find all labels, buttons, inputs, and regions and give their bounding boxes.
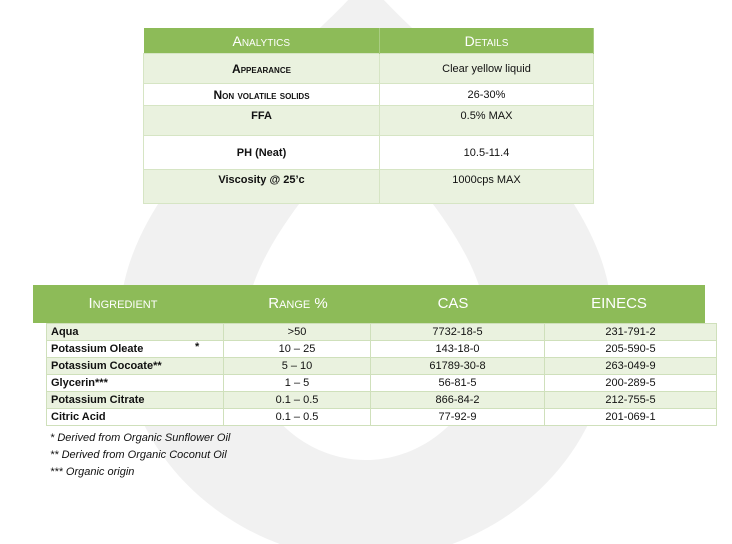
- analytics-row: [144, 106, 594, 136]
- range-header: Range %: [268, 295, 328, 312]
- ingredient-cas: 866-84-2: [371, 392, 545, 409]
- analytics-label: Non volatile solids: [144, 84, 380, 106]
- analytics-header: Analytics: [144, 28, 380, 54]
- ingredient-range: 0.1 – 0.5: [224, 392, 371, 409]
- ingredient-einecs: 263-049-9: [545, 358, 717, 375]
- table-row: [47, 324, 717, 341]
- analytics-table: [143, 28, 594, 204]
- ingredient-einecs: 200-289-5: [545, 375, 717, 392]
- analytics-row: [144, 170, 594, 204]
- ingredient-cas: 77-92-9: [371, 409, 545, 426]
- ingredient-table: [46, 323, 717, 426]
- ingredient-name: Aqua: [47, 324, 224, 341]
- ingredient-einecs: 212-755-5: [545, 392, 717, 409]
- details-header: Details: [380, 28, 594, 54]
- table-row: [47, 358, 717, 375]
- table-row: [47, 341, 717, 358]
- footnotes: [50, 430, 230, 481]
- analytics-value: Clear yellow liquid: [380, 54, 594, 84]
- ingredient-header: Ingredient: [88, 295, 158, 312]
- cas-header: CAS: [437, 295, 469, 312]
- ingredient-cas: 61789-30-8: [371, 358, 545, 375]
- analytics-value: 0.5% MAX: [380, 106, 594, 136]
- footnote: ** Derived from Organic Coconut Oil: [50, 449, 227, 461]
- ingredient-range: 5 – 10: [224, 358, 371, 375]
- ingredient-name: Glycerin***: [47, 375, 224, 392]
- analytics-label: FFA: [144, 106, 380, 136]
- ingredient-cas: 56-81-5: [371, 375, 545, 392]
- analytics-label: Viscosity @ 25’c: [144, 170, 380, 204]
- ingredient-name: Potassium Cocoate**: [47, 358, 224, 375]
- analytics-value: 1000cps MAX: [380, 170, 594, 204]
- ingredient-table-header: [33, 285, 705, 323]
- analytics-label: PH (Neat): [144, 136, 380, 170]
- ingredient-range: >50: [224, 324, 371, 341]
- footnote: * Derived from Organic Sunflower Oil: [50, 432, 231, 444]
- table-row: [47, 392, 717, 409]
- table-row: [47, 409, 717, 426]
- ingredient-cas: 143-18-0: [371, 341, 545, 358]
- ingredient-name: Citric Acid: [47, 409, 224, 426]
- analytics-row: [144, 84, 594, 106]
- einecs-header: EINECS: [591, 295, 647, 312]
- ingredient-name: Potassium Oleate: [51, 343, 144, 355]
- footnote-marker: *: [195, 341, 200, 353]
- ingredient-name: Potassium Citrate: [47, 392, 224, 409]
- table-row: [47, 375, 717, 392]
- ingredient-name-cell: [47, 341, 224, 358]
- analytics-value: 10.5-11.4: [380, 136, 594, 170]
- ingredient-einecs: 231-791-2: [545, 324, 717, 341]
- ingredient-range: 1 – 5: [224, 375, 371, 392]
- ingredient-cas: 7732-18-5: [371, 324, 545, 341]
- ingredient-range: 10 – 25: [224, 341, 371, 358]
- analytics-row: [144, 54, 594, 84]
- analytics-label: Appearance: [144, 54, 380, 84]
- ingredient-einecs: 201-069-1: [545, 409, 717, 426]
- analytics-value: 26-30%: [380, 84, 594, 106]
- footnote: *** Organic origin: [50, 466, 135, 478]
- ingredient-range: 0.1 – 0.5: [224, 409, 371, 426]
- ingredient-einecs: 205-590-5: [545, 341, 717, 358]
- analytics-row: [144, 136, 594, 170]
